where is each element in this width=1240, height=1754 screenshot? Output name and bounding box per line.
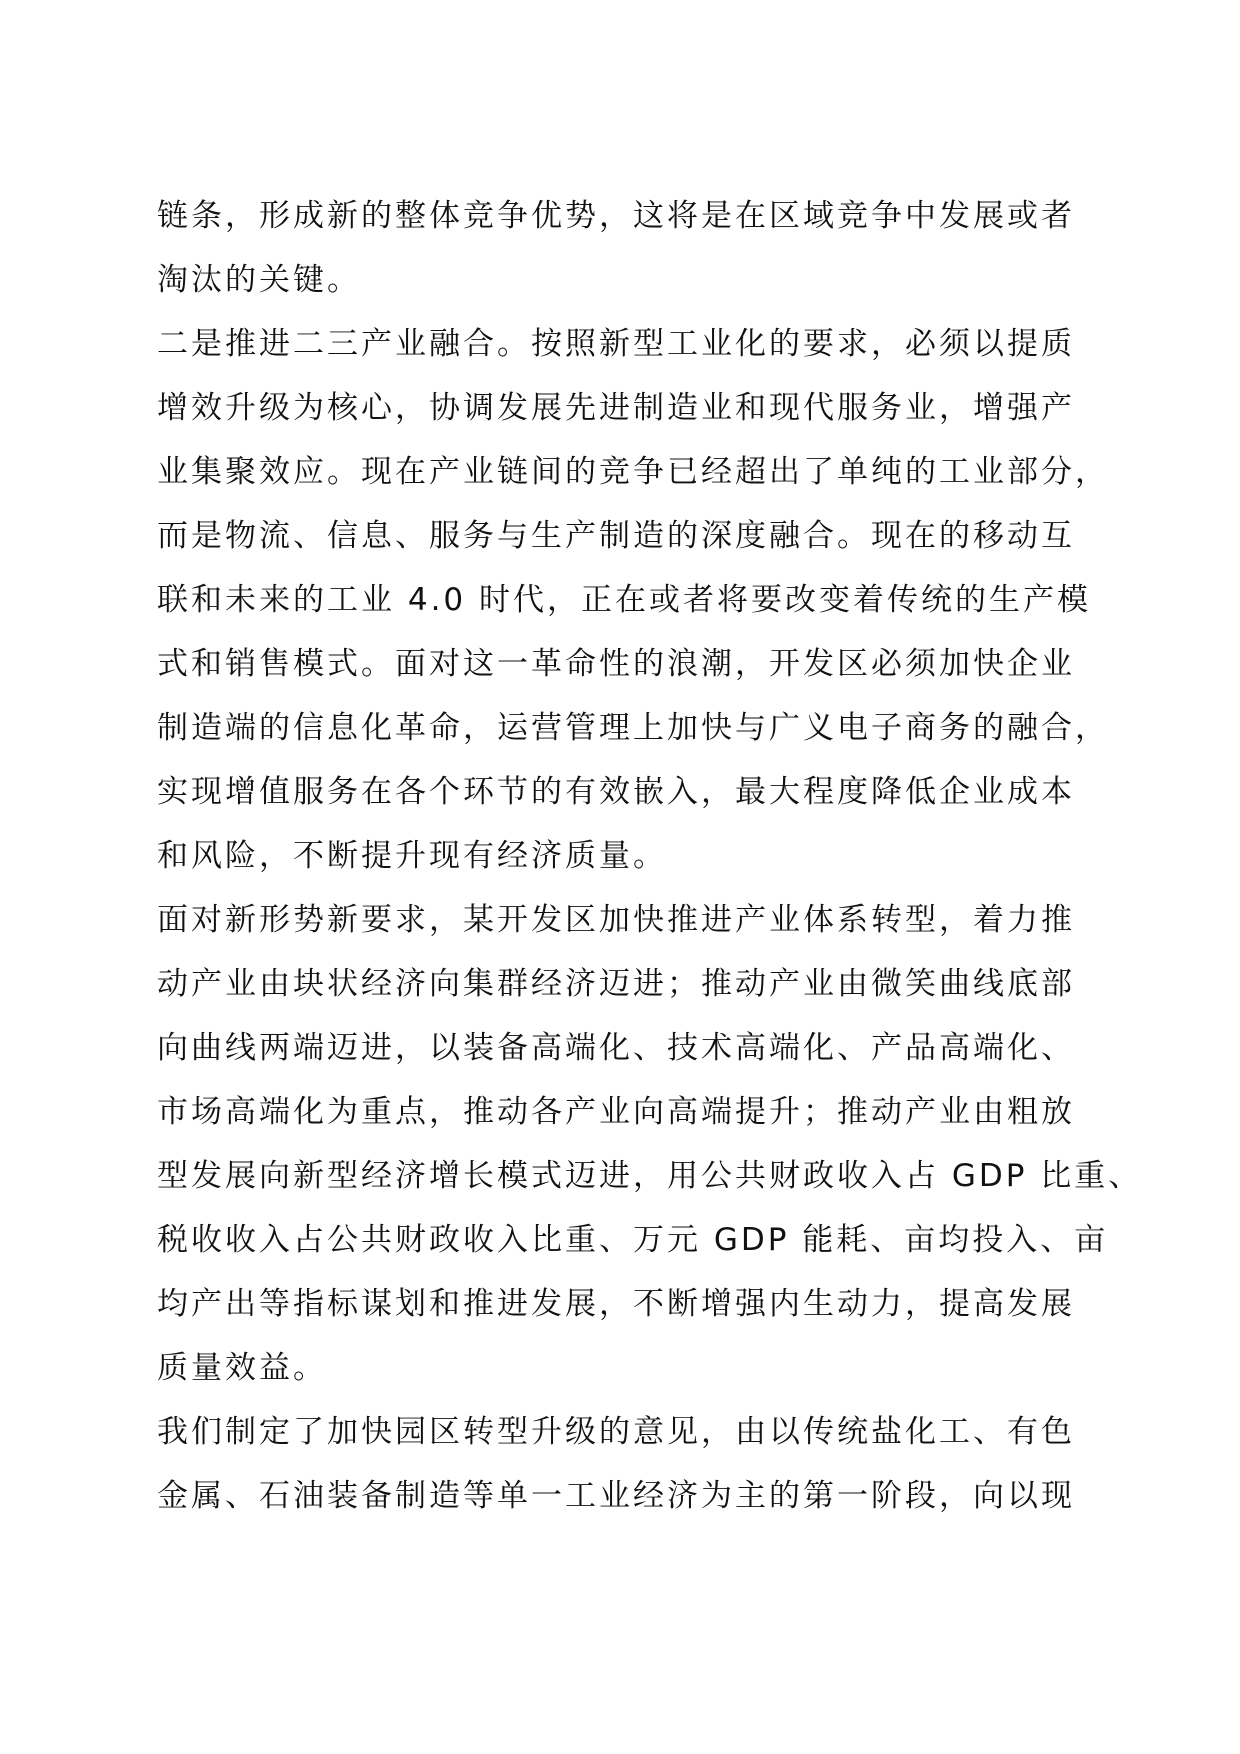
text-line: 二是推进二三产业融合。按照新型工业化的要求，必须以提质 (157, 326, 1075, 362)
text-line: 淘汰的关键。 (157, 262, 361, 298)
text-line: 金属、石油装备制造等单一工业经济为主的第一阶段，向以现 (157, 1478, 1075, 1514)
text-line: 质量效益。 (157, 1350, 327, 1386)
text-line: 式和销售模式。面对这一革命性的浪潮，开发区必须加快企业 (157, 646, 1075, 682)
text-line: 向曲线两端迈进，以装备高端化、技术高端化、产品高端化、 (157, 1030, 1075, 1066)
text-line: 联和未来的工业 4.0 时代，正在或者将要改变着传统的生产模 (157, 582, 1092, 618)
text-line: 实现增值服务在各个环节的有效嵌入，最大程度降低企业成本 (157, 774, 1075, 810)
text-line: 而是物流、信息、服务与生产制造的深度融合。现在的移动互 (157, 518, 1075, 554)
text-line: 增效升级为核心，协调发展先进制造业和现代服务业，增强产 (157, 390, 1075, 426)
text-line: 制造端的信息化革命，运营管理上加快与广义电子商务的融合， (157, 710, 1109, 746)
text-line: 型发展向新型经济增长模式迈进，用公共财政收入占 GDP 比重、 (157, 1158, 1143, 1194)
text-line: 我们制定了加快园区转型升级的意见，由以传统盐化工、有色 (157, 1414, 1075, 1450)
text-line: 业集聚效应。现在产业链间的竞争已经超出了单纯的工业部分， (157, 454, 1109, 490)
text-line: 动产业由块状经济向集群经济迈进；推动产业由微笑曲线底部 (157, 966, 1075, 1002)
text-line: 税收收入占公共财政收入比重、万元 GDP 能耗、亩均投入、亩 (157, 1222, 1109, 1258)
text-line: 市场高端化为重点，推动各产业向高端提升；推动产业由粗放 (157, 1094, 1075, 1130)
text-line: 均产出等指标谋划和推进发展，不断增强内生动力，提高发展 (157, 1286, 1075, 1322)
text-line: 和风险，不断提升现有经济质量。 (157, 838, 667, 874)
text-line: 链条，形成新的整体竞争优势，这将是在区域竞争中发展或者 (157, 198, 1075, 234)
text-line: 面对新形势新要求，某开发区加快推进产业体系转型，着力推 (157, 902, 1075, 938)
